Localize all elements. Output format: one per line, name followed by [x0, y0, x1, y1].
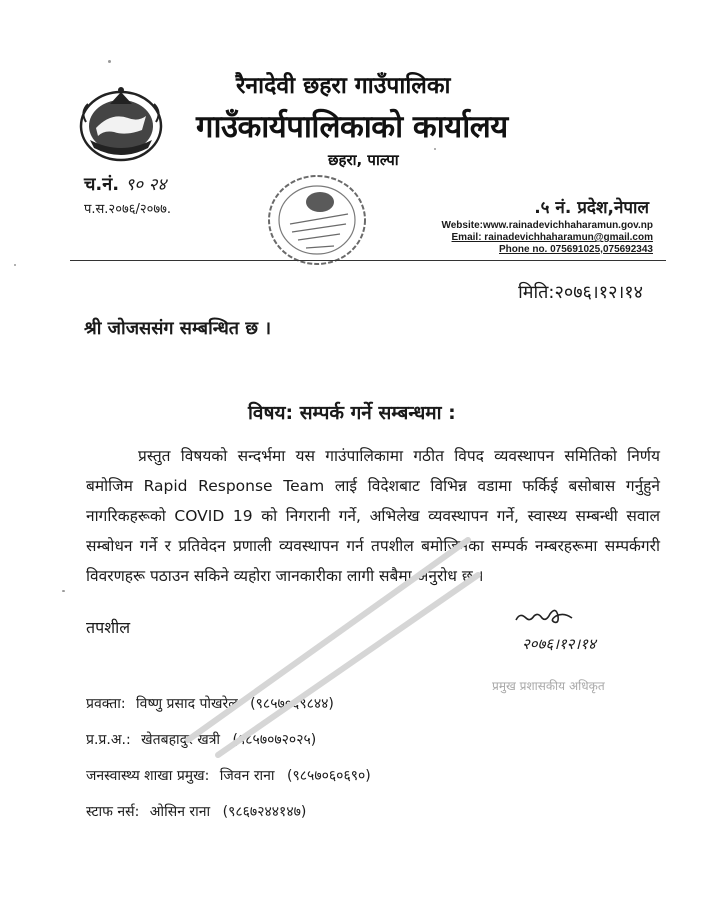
office-location: छहरा, पाल्पा	[328, 151, 399, 169]
scan-speck	[434, 148, 436, 150]
signature-mark	[514, 606, 574, 628]
phone-numbers: Phone no. 075691025,075692343	[499, 244, 653, 255]
letter-number-value: ९० २४	[125, 175, 167, 195]
subject-line: विषय: सम्पर्क गर्ने सम्बन्धमा :	[248, 402, 456, 424]
contact-block	[441, 220, 653, 256]
official-title-stamp: प्रमुख प्रशासकीय अधिकृत	[492, 679, 605, 693]
contact-phone: (९८५७०६०६९०)	[287, 768, 371, 784]
header-divider	[70, 260, 666, 261]
office-round-stamp	[262, 168, 372, 272]
website: Website:www.rainadevichhaharamun.gov.np	[441, 220, 653, 231]
contact-role: स्टाफ नर्स:	[86, 804, 140, 820]
contact-phone: (९८६७२४४१४७)	[222, 804, 307, 820]
province: .५ नं. प्रदेश,नेपाल	[534, 198, 649, 218]
contact-phone: (९८५७०७२०२५)	[232, 732, 317, 748]
contact-phone: (९८५७०६९८४४)	[250, 696, 334, 712]
letter-date: मिति:२०७६।१२।१४	[518, 282, 643, 303]
scan-speck	[108, 60, 111, 63]
office-name: गाउँकार्यपालिकाको कार्यालय	[196, 109, 508, 145]
scan-speck	[14, 264, 16, 266]
signature-date: २०७६।१२।१४	[522, 635, 596, 653]
list-item	[86, 766, 371, 785]
contact-name: ओसिन राना	[149, 804, 211, 820]
list-item	[86, 802, 306, 821]
nepal-emblem-icon	[76, 82, 166, 166]
contact-role: जनस्वास्थ्य शाखा प्रमुख:	[86, 768, 210, 784]
letter-body: प्रस्तुत विषयको सन्दर्भमा यस गाउंपालिकामा गठीत विपद व्यवस्थापन समितिको निर्णय बमोजिम Rapid Response Team लाई विदेशबाट विभिन्न वडामा फर्किई बसोबास गर्नुहुने नागरिकहरूको COVID 19 को निगरानी गर्ने, अभिलेख व्यवस्थापन गर्ने, स्वास्थ्य सम्बन्धी सवाल सम्बोधन गर्ने र प्रतिवेदन प्रणाली व्यवस्थापन गर्न तपशील बमोजिमका सम्पर्क नम्बरहरूमा सम्पर्कगरी विवरणहरू पठाउन सकिने व्यहोरा जानकारीका लागी सबैमा अनुरोध छ ।	[86, 447, 660, 585]
contact-name: जिवन राना	[219, 768, 275, 784]
annex-label: तपशील	[86, 618, 131, 637]
contact-name: विष्णु प्रसाद पोखरेल	[136, 696, 238, 712]
contact-role: प्रवक्ता:	[86, 696, 126, 712]
scan-speck	[62, 590, 65, 592]
municipality-name: रैनादेवी छहरा गाउँपालिका	[236, 73, 451, 99]
contact-role: प्र.प्र.अ.:	[86, 732, 131, 748]
contact-name: खेतबहादुर खत्री	[141, 732, 221, 748]
letter-number-label: च.नं.	[84, 174, 120, 195]
fiscal-year: प.स.२०७६/२०७७.	[84, 202, 172, 217]
list-item	[86, 730, 316, 749]
addressee: श्री जोजससंग सम्बन्धित छ ।	[84, 318, 272, 339]
list-item	[86, 694, 334, 713]
email: Email: rainadevichhaharamun@gmail.com	[451, 232, 653, 243]
letter-number	[84, 172, 166, 196]
